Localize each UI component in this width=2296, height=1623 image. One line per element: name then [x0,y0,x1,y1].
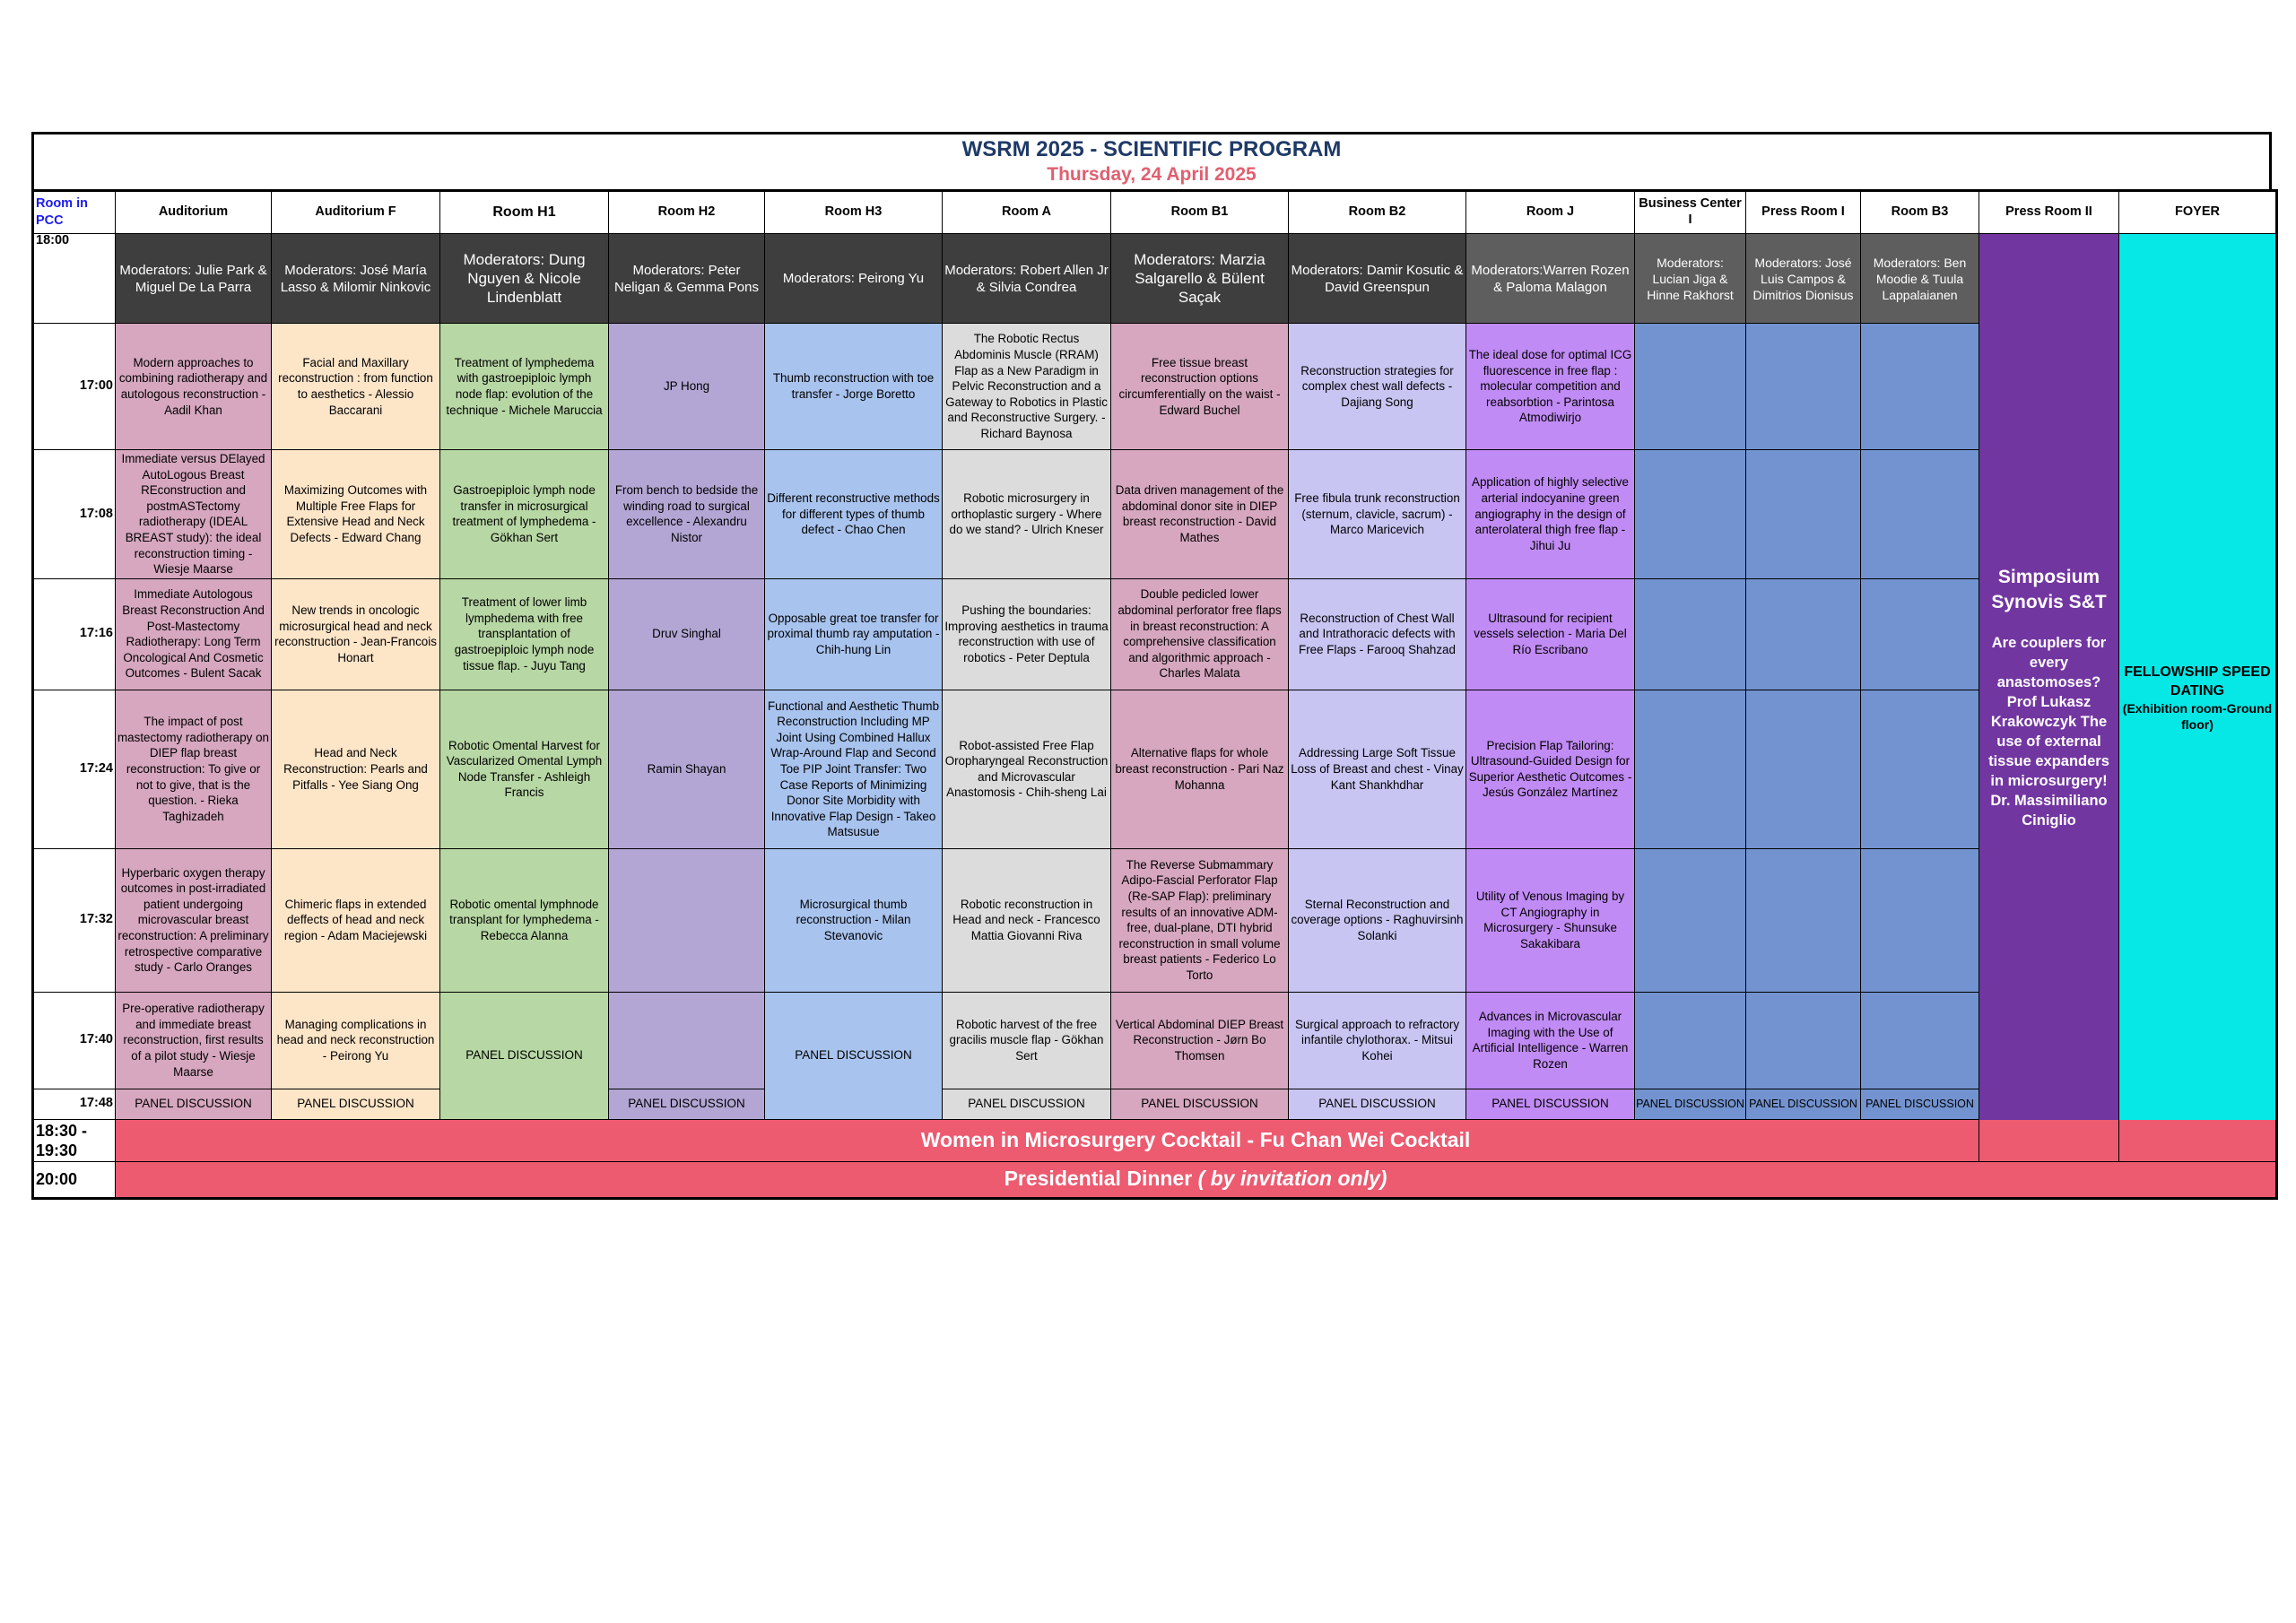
talk-cell: The impact of post mastectomy radiotherapy on DIEP flap breast reconstruction: To give or not to give, that is the question. - Rieka Taghizadeh [116,690,272,848]
page-title: WSRM 2025 - SCIENTIFIC PROGRAM [961,137,1342,161]
empty-cell [1746,578,1861,690]
moderators-cell: Moderators: José Luis Campos & Dimitrios Dionisus [1746,234,1861,324]
talk-cell: Treatment of lymphedema with gastroepiploic lymph node flap: evolution of the technique - Michele Maruccia [440,324,609,450]
empty-cell [1635,848,1746,992]
talk-cell: Ramin Shayan [609,690,765,848]
program-sheet [31,132,2272,1200]
moderators-cell: Moderators: Dung Nguyen & Nicole Lindenblatt [440,234,609,324]
talk-cell: Robot-assisted Free Flap Oropharyngeal Reconstruction and Microvascular Anastomosis - Chih-sheng Lai [943,690,1111,848]
empty-cell [1746,690,1861,848]
empty-cell [1861,578,1979,690]
event-row [33,1161,2277,1198]
empty-cell [609,848,765,992]
room-header: Room A [943,191,1111,234]
panel-discussion: PANEL DISCUSSION [609,1089,765,1119]
empty-cell [609,992,765,1089]
empty-cell [1635,324,1746,450]
moderators-cell: Moderators:Warren Rozen & Paloma Malagon [1466,234,1635,324]
talk-cell: The Robotic Rectus Abdominis Muscle (RRAM) Flap as a New Paradigm in Pelvic Reconstruction and a Gateway to Robotics in Plastic and Reconstructive Surgery. - Richard Baynosa [943,324,1111,450]
event-dinner [116,1161,2277,1198]
empty-cell [1746,992,1861,1089]
talk-cell: Sternal Reconstruction and coverage options - Raghuvirsinh Solanki [1289,848,1466,992]
room-header: Room H2 [609,191,765,234]
empty-cell [1861,848,1979,992]
talk-cell: Application of highly selective arterial indocyanine green angiography in the design of anterolateral thigh free flap - Jihui Ju [1466,450,1635,579]
talk-cell: JP Hong [609,324,765,450]
talk-cell: Gastroepiploic lymph node transfer in microsurgical treatment of lymphedema - Gökhan Sert [440,450,609,579]
talk-cell: Different reconstructive methods for different types of thumb defect - Chao Chen [765,450,943,579]
title-box [31,132,2272,189]
empty-cell [1635,690,1746,848]
talk-cell: From bench to bedside the winding road to surgical excellence - Alexandru Nistor [609,450,765,579]
moderators-cell: Moderators: Peirong Yu [765,234,943,324]
symposium-body: Are couplers for every anastomoses? Prof Lukasz Krakowczyk The use of external tissue expanders in microsurgery! Dr. Massimiliano Ciniglio [1988,634,2109,829]
time-cell: 18:00 [33,234,116,324]
talk-cell: Addressing Large Soft Tissue Loss of Breast and chest - Vinay Kant Shankhdhar [1289,690,1466,848]
empty-cell [1635,578,1746,690]
empty-cell [1861,992,1979,1089]
empty-cell [1861,324,1979,450]
moderators-cell: Moderators: Robert Allen Jr & Silvia Condrea [943,234,1111,324]
time-cell: 17:32 [33,848,116,992]
foyer-title: FELLOWSHIP SPEED DATING [2124,664,2271,699]
talk-cell: Microsurgical thumb reconstruction - Milan Stevanovic [765,848,943,992]
talk-cell: Precision Flap Tailoring: Ultrasound-Guided Design for Superior Aesthetic Outcomes - Jesús González Martínez [1466,690,1635,848]
time-cell: 17:48 [33,1089,116,1119]
talk-cell: New trends in oncologic microsurgical head and neck reconstruction - Jean-Francois Honart [272,578,440,690]
panel-discussion: PANEL DISCUSSION [1746,1089,1861,1119]
empty-cell [1746,848,1861,992]
panel-discussion: PANEL DISCUSSION [116,1089,272,1119]
room-header: Room B1 [1111,191,1289,234]
moderators-cell: Moderators: Ben Moodie & Tuula Lappalaianen [1861,234,1979,324]
talk-cell: Maximizing Outcomes with Multiple Free Flaps for Extensive Head and Neck Defects - Edward Chang [272,450,440,579]
time-cell: 17:16 [33,578,116,690]
foyer-subtitle: (Exhibition room-Ground floor) [2122,700,2273,732]
room-header: Room H1 [440,191,609,234]
empty-cell [1635,450,1746,579]
talk-cell: Reconstruction strategies for complex chest wall defects - Dajiang Song [1289,324,1466,450]
talk-cell: Pre-operative radiotherapy and immediate breast reconstruction, first results of a pilot study - Wiesje Maarse [116,992,272,1089]
talk-cell: Surgical approach to refractory infantile chylothorax. - Mitsui Kohei [1289,992,1466,1089]
talk-cell: Robotic Omental Harvest for Vascularized Omental Lymph Node Transfer - Ashleigh Francis [440,690,609,848]
empty-cell [1861,690,1979,848]
talk-cell: Functional and Aesthetic Thumb Reconstruction Including MP Joint Using Combined Hallux Wrap-Around Flap and Second Toe PIP Joint Transfer: Two Case Reports of Minimizing Donor Site Morbidity with Innovative Flap Design - Takeo Matsusue [765,690,943,848]
talk-cell: Advances in Microvascular Imaging with the Use of Artificial Intelligence - Warren Rozen [1466,992,1635,1089]
event-dinner-note: ( by invitation only) [1197,1167,1387,1191]
talk-cell: Robotic microsurgery in orthoplastic surgery - Where do we stand? - Ulrich Kneser [943,450,1111,579]
slot-row [33,992,2277,1089]
panel-discussion: PANEL DISCUSSION [272,1089,440,1119]
empty-cell [1746,324,1861,450]
foyer-cell [2119,234,2277,1162]
moderators-cell: Moderators: Julie Park & Miguel De La Parra [116,234,272,324]
panel-discussion: PANEL DISCUSSION [1861,1089,1979,1119]
moderators-cell: Moderators: Peter Neligan & Gemma Pons [609,234,765,324]
talk-cell: Immediate versus DElayed AutoLogous Breast REconstruction and postmASTectomy radiotherapy (IDEAL BREAST study): the ideal reconstruction timing - Wiesje Maarse [116,450,272,579]
time-cell: 17:24 [33,690,116,848]
symposium-cell [1979,234,2119,1162]
moderators-cell: Moderators: Damir Kosutic & David Greenspun [1289,234,1466,324]
talk-cell: Free fibula trunk reconstruction (sternum, clavicle, sacrum) - Marco Maricevich [1289,450,1466,579]
talk-cell: Druv Singhal [609,578,765,690]
talk-cell: Double pedicled lower abdominal perforator free flaps in breast reconstruction: A comprehensive classification and algorithmic approach - Charles Malata [1111,578,1289,690]
event-row [33,1119,2277,1161]
talk-cell: Robotic harvest of the free gracilis muscle flap - Gökhan Sert [943,992,1111,1089]
panel-discussion: PANEL DISCUSSION [1635,1089,1746,1119]
talk-cell: Pushing the boundaries: Improving aesthetics in trauma reconstruction with use of robotics - Peter Deptula [943,578,1111,690]
room-header: Auditorium F [272,191,440,234]
talk-cell: Vertical Abdominal DIEP Breast Reconstruction - Jørn Bo Thomsen [1111,992,1289,1089]
talk-cell: Chimeric flaps in extended deffects of head and neck region - Adam Maciejewski [272,848,440,992]
empty-cell [1635,992,1746,1089]
empty-cell [1861,450,1979,579]
talk-cell: Reconstruction of Chest Wall and Intrathoracic defects with Free Flaps - Farooq Shahzad [1289,578,1466,690]
panel-discussion: PANEL DISCUSSION [943,1089,1111,1119]
moderators-cell: Moderators: José María Lasso & Milomir Ninkovic [272,234,440,324]
talk-cell: Managing complications in head and neck reconstruction - Peirong Yu [272,992,440,1089]
header-row [33,191,2277,234]
talk-cell: Robotic omental lymphnode transplant for lymphedema - Rebecca Alanna [440,848,609,992]
room-header: FOYER [2119,191,2277,234]
room-header: Room J [1466,191,1635,234]
talk-cell: The ideal dose for optimal ICG fluorescence in free flap : molecular competition and reabsorbtion - Parintosa Atmodiwirjo [1466,324,1635,450]
moderators-cell: Moderators: Marzia Salgarello & Bülent Saçak [1111,234,1289,324]
panel-discussion: PANEL DISCUSSION [1111,1089,1289,1119]
talk-cell: Ultrasound for recipient vessels selection - Maria Del Río Escribano [1466,578,1635,690]
moderators-row [33,234,2277,324]
talk-cell: Modern approaches to combining radiotherapy and autologous reconstruction - Aadil Khan [116,324,272,450]
talk-cell: Free tissue breast reconstruction options circumferentially on the waist - Edward Buchel [1111,324,1289,450]
room-header: Auditorium [116,191,272,234]
event-dinner-label: Presidential Dinner [1004,1167,1193,1191]
panel-discussion: PANEL DISCUSSION [1466,1089,1635,1119]
talk-cell: Thumb reconstruction with toe transfer - Jorge Boretto [765,324,943,450]
moderators-cell: Moderators: Lucian Jiga & Hinne Rakhorst [1635,234,1746,324]
slot-row [33,324,2277,450]
talk-cell: Opposable great toe transfer for proximal thumb ray amputation - Chih-hung Lin [765,578,943,690]
time-cell: 17:40 [33,992,116,1089]
event-time: 18:30 - 19:30 [33,1119,116,1161]
room-header: Press Room I [1746,191,1861,234]
room-header: Business Center I [1635,191,1746,234]
page-subtitle: Thursday, 24 April 2025 [1047,164,1257,185]
slot-row [33,690,2277,848]
slot-row [33,578,2277,690]
slot-row [33,450,2277,579]
time-cell: 17:08 [33,450,116,579]
room-header: Room H3 [765,191,943,234]
slot-row [33,848,2277,992]
room-header: Press Room II [1979,191,2119,234]
talk-cell: Treatment of lower limb lymphedema with free transplantation of gastroepiploic lymph node tissue flap. - Juyu Tang [440,578,609,690]
talk-cell: Robotic reconstruction in Head and neck - Francesco Mattia Giovanni Riva [943,848,1111,992]
talk-cell: Head and Neck Reconstruction: Pearls and Pitfalls - Yee Siang Ong [272,690,440,848]
talk-cell: Data driven management of the abdominal donor site in DIEP breast reconstruction - David Mathes [1111,450,1289,579]
talk-cell: Hyperbaric oxygen therapy outcomes in post-irradiated patient undergoing microvascular breast reconstruction: A preliminary retrospective comparative study - Carlo Oranges [116,848,272,992]
schedule-table [31,189,2278,1200]
symposium-title: Simposium Synovis S&T [1991,566,2107,612]
slot-row [33,1089,2277,1119]
talk-cell: Alternative flaps for whole breast reconstruction - Pari Naz Mohanna [1111,690,1289,848]
time-cell: 17:00 [33,324,116,450]
talk-cell: The Reverse Submammary Adipo-Fascial Perforator Flap (Re-SAP Flap): preliminary results of an innovative ADM-free, dual-plane, DTI hybrid reconstruction in small volume breast patients - Federico Lo Torto [1111,848,1289,992]
talk-cell: Facial and Maxillary reconstruction : from function to aesthetics - Alessio Baccarani [272,324,440,450]
room-header: Room B3 [1861,191,1979,234]
panel-discussion: PANEL DISCUSSION [440,992,609,1119]
panel-discussion: PANEL DISCUSSION [1289,1089,1466,1119]
event-time: 20:00 [33,1161,116,1198]
talk-cell: Utility of Venous Imaging by CT Angiography in Microsurgery - Shunsuke Sakakibara [1466,848,1635,992]
empty-cell [1746,450,1861,579]
room-label: Room in PCC [33,191,116,234]
room-header: Room B2 [1289,191,1466,234]
event-cocktail: Women in Microsurgery Cocktail - Fu Chan Wei Cocktail [116,1119,2277,1161]
panel-discussion: PANEL DISCUSSION [765,992,943,1119]
talk-cell: Immediate Autologous Breast Reconstruction And Post-Mastectomy Radiotherapy: Long Term Oncological And Cosmetic Outcomes - Bulent Sacak [116,578,272,690]
